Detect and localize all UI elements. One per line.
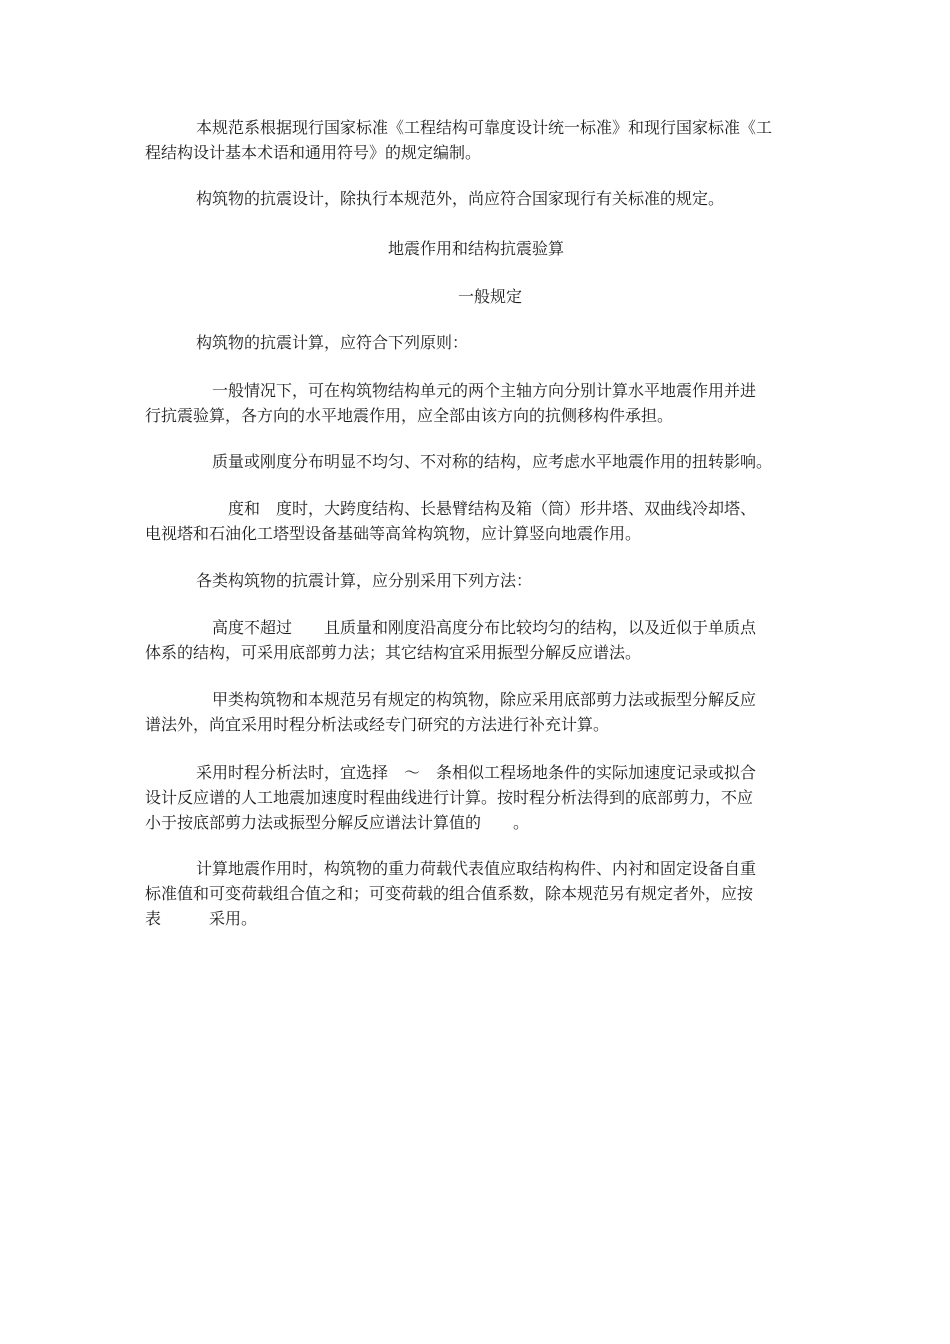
text-line: 表 采用。 [145,909,258,928]
subsection-heading: 一般规定 [458,287,523,306]
text-line: 度和 度时，大跨度结构、长悬臂结构及箱（筒）形井塔、双曲线冷却塔、 [228,499,757,518]
paragraph-item-1 [145,378,809,428]
paragraph-scope [145,186,809,211]
text-line: 标准值和可变荷载组合值之和；可变荷载的组合值系数，除本规范另有规定者外，应按 [145,884,754,903]
text-line: 构筑物的抗震设计，除执行本规范外，尚应符合国家现行有关标准的规定。 [196,189,725,208]
text-line: 体系的结构，可采用底部剪力法；其它结构宜采用振型分解反应谱法。 [145,643,642,662]
text-line: 高度不超过 且质量和刚度沿高度分布比较均匀的结构，以及近似于单质点 [212,618,757,637]
paragraph-method-1 [145,615,809,665]
text-line: 甲类构筑物和本规范另有规定的构筑物，除应采用底部剪力法或振型分解反应 [212,690,757,709]
text-line: 构筑物的抗震计算，应符合下列原则： [196,333,469,352]
text-line: 质量或刚度分布明显不均匀、不对称的结构，应考虑水平地震作用的扭转影响。 [212,452,773,471]
section-heading: 地震作用和结构抗震验算 [388,239,565,258]
paragraph-intro [145,115,809,165]
text-line: 计算地震作用时，构筑物的重力荷载代表值应取结构构件、内衬和固定设备自重 [196,859,757,878]
text-line: 本规范系根据现行国家标准《工程结构可靠度设计统一标准》和现行国家标准《工 [196,118,773,137]
text-line: 程结构设计基本术语和通用符号》的规定编制。 [145,143,482,162]
paragraph-item-2 [145,449,809,474]
text-line: 电视塔和石油化工塔型设备基础等高耸构筑物，应计算竖向地震作用。 [145,524,642,543]
text-line: 一般情况下，可在构筑物结构单元的两个主轴方向分别计算水平地震作用并进 [212,381,757,400]
text-line: 采用时程分析法时，宜选择 ～ 条相似工程场地条件的实际加速度记录或拟合 [196,763,757,782]
text-line: 行抗震验算，各方向的水平地震作用，应全部由该方向的抗侧移构件承担。 [145,406,674,425]
text-line: 设计反应谱的人工地震加速度时程曲线进行计算。按时程分析法得到的底部剪力，不应 [145,788,754,807]
text-line: 谱法外，尚宜采用时程分析法或经专门研究的方法进行补充计算。 [145,715,610,734]
text-line: 各类构筑物的抗震计算，应分别采用下列方法： [196,571,533,590]
paragraph-gravity-load [145,856,809,931]
paragraph-principles [145,330,809,355]
paragraph-method-2 [145,687,809,737]
paragraph-methods [145,568,809,593]
paragraph-time-history [145,760,809,835]
text-line: 小于按底部剪力法或振型分解反应谱法计算值的 。 [145,813,530,832]
paragraph-item-3 [145,496,809,546]
